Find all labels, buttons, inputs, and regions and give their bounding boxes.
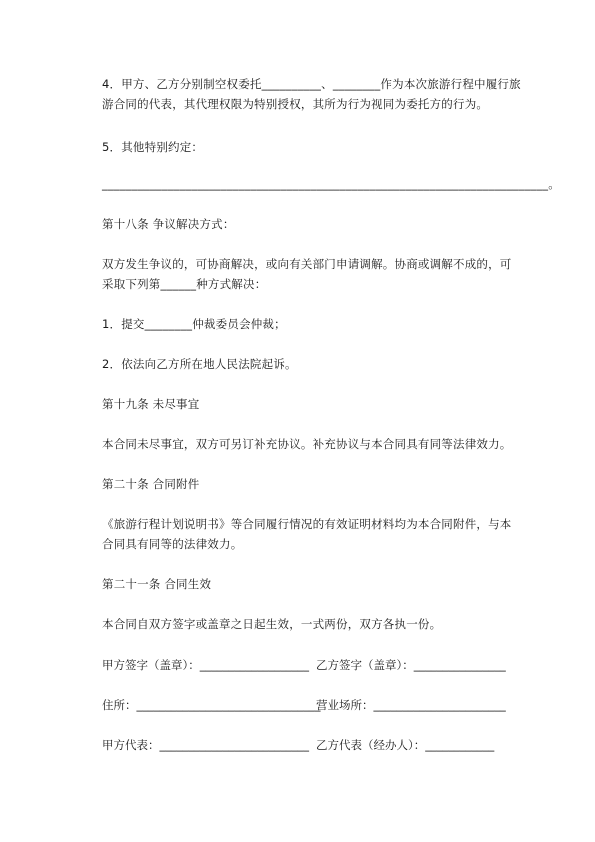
clause-4-line-1: 4．甲方、乙方分别制空权委托__________、________作为本次旅游行程中履行旅: [102, 77, 521, 91]
clause-5-title: 5．其他特别约定：: [102, 140, 204, 154]
party-b-signature-field: 乙方签字（盖章）：________________: [316, 658, 506, 672]
article-18-title: 第十八条 争议解决方式：: [102, 217, 235, 231]
article-21-paragraph: 本合同自双方签字或盖章之日起生效，一式两份，双方各执一份。: [102, 617, 442, 631]
party-b-representative-field: 乙方代表（经办人）：____________: [316, 738, 495, 752]
article-20-title: 第二十条 合同附件: [102, 477, 200, 491]
article-18-option-2: 2．依法向乙方所在地人民法院起诉。: [102, 357, 297, 371]
article-18-paragraph-line-1: 双方发生争议的，可协商解决，或向有关部门申请调解。协商或调解不成的，可: [102, 257, 512, 271]
party-a-representative-field: 甲方代表：__________________________: [102, 738, 309, 752]
clause-5-blank-line: ___________________________________________________________________________。: [102, 177, 560, 191]
article-19-title: 第十九条 未尽事宜: [102, 397, 200, 411]
article-19-paragraph: 本合同未尽事宜，双方可另订补充协议。补充协议与本合同具有同等法律效力。: [102, 437, 512, 451]
clause-4-line-2: 游合同的代表，其代理权限为特别授权，其所为行为视同为委托方的行为。: [102, 97, 489, 111]
address-field: 住所：________________________________: [102, 698, 321, 712]
article-20-paragraph-line-2: 合同具有同等的法律效力。: [102, 537, 243, 551]
business-place-field: 营业场所：_______________________: [316, 698, 506, 712]
article-21-title: 第二十一条 合同生效: [102, 577, 212, 591]
article-20-paragraph-line-1: 《旅游行程计划说明书》等合同履行情况的有效证明材料均为本合同附件，与本: [102, 517, 512, 531]
party-a-signature-field: 甲方签字（盖章）：___________________: [102, 658, 309, 672]
article-18-paragraph-line-2: 采取下列第______种方式解决：: [102, 277, 267, 291]
article-18-option-1: 1．提交________仲裁委员会仲裁；: [102, 317, 286, 331]
